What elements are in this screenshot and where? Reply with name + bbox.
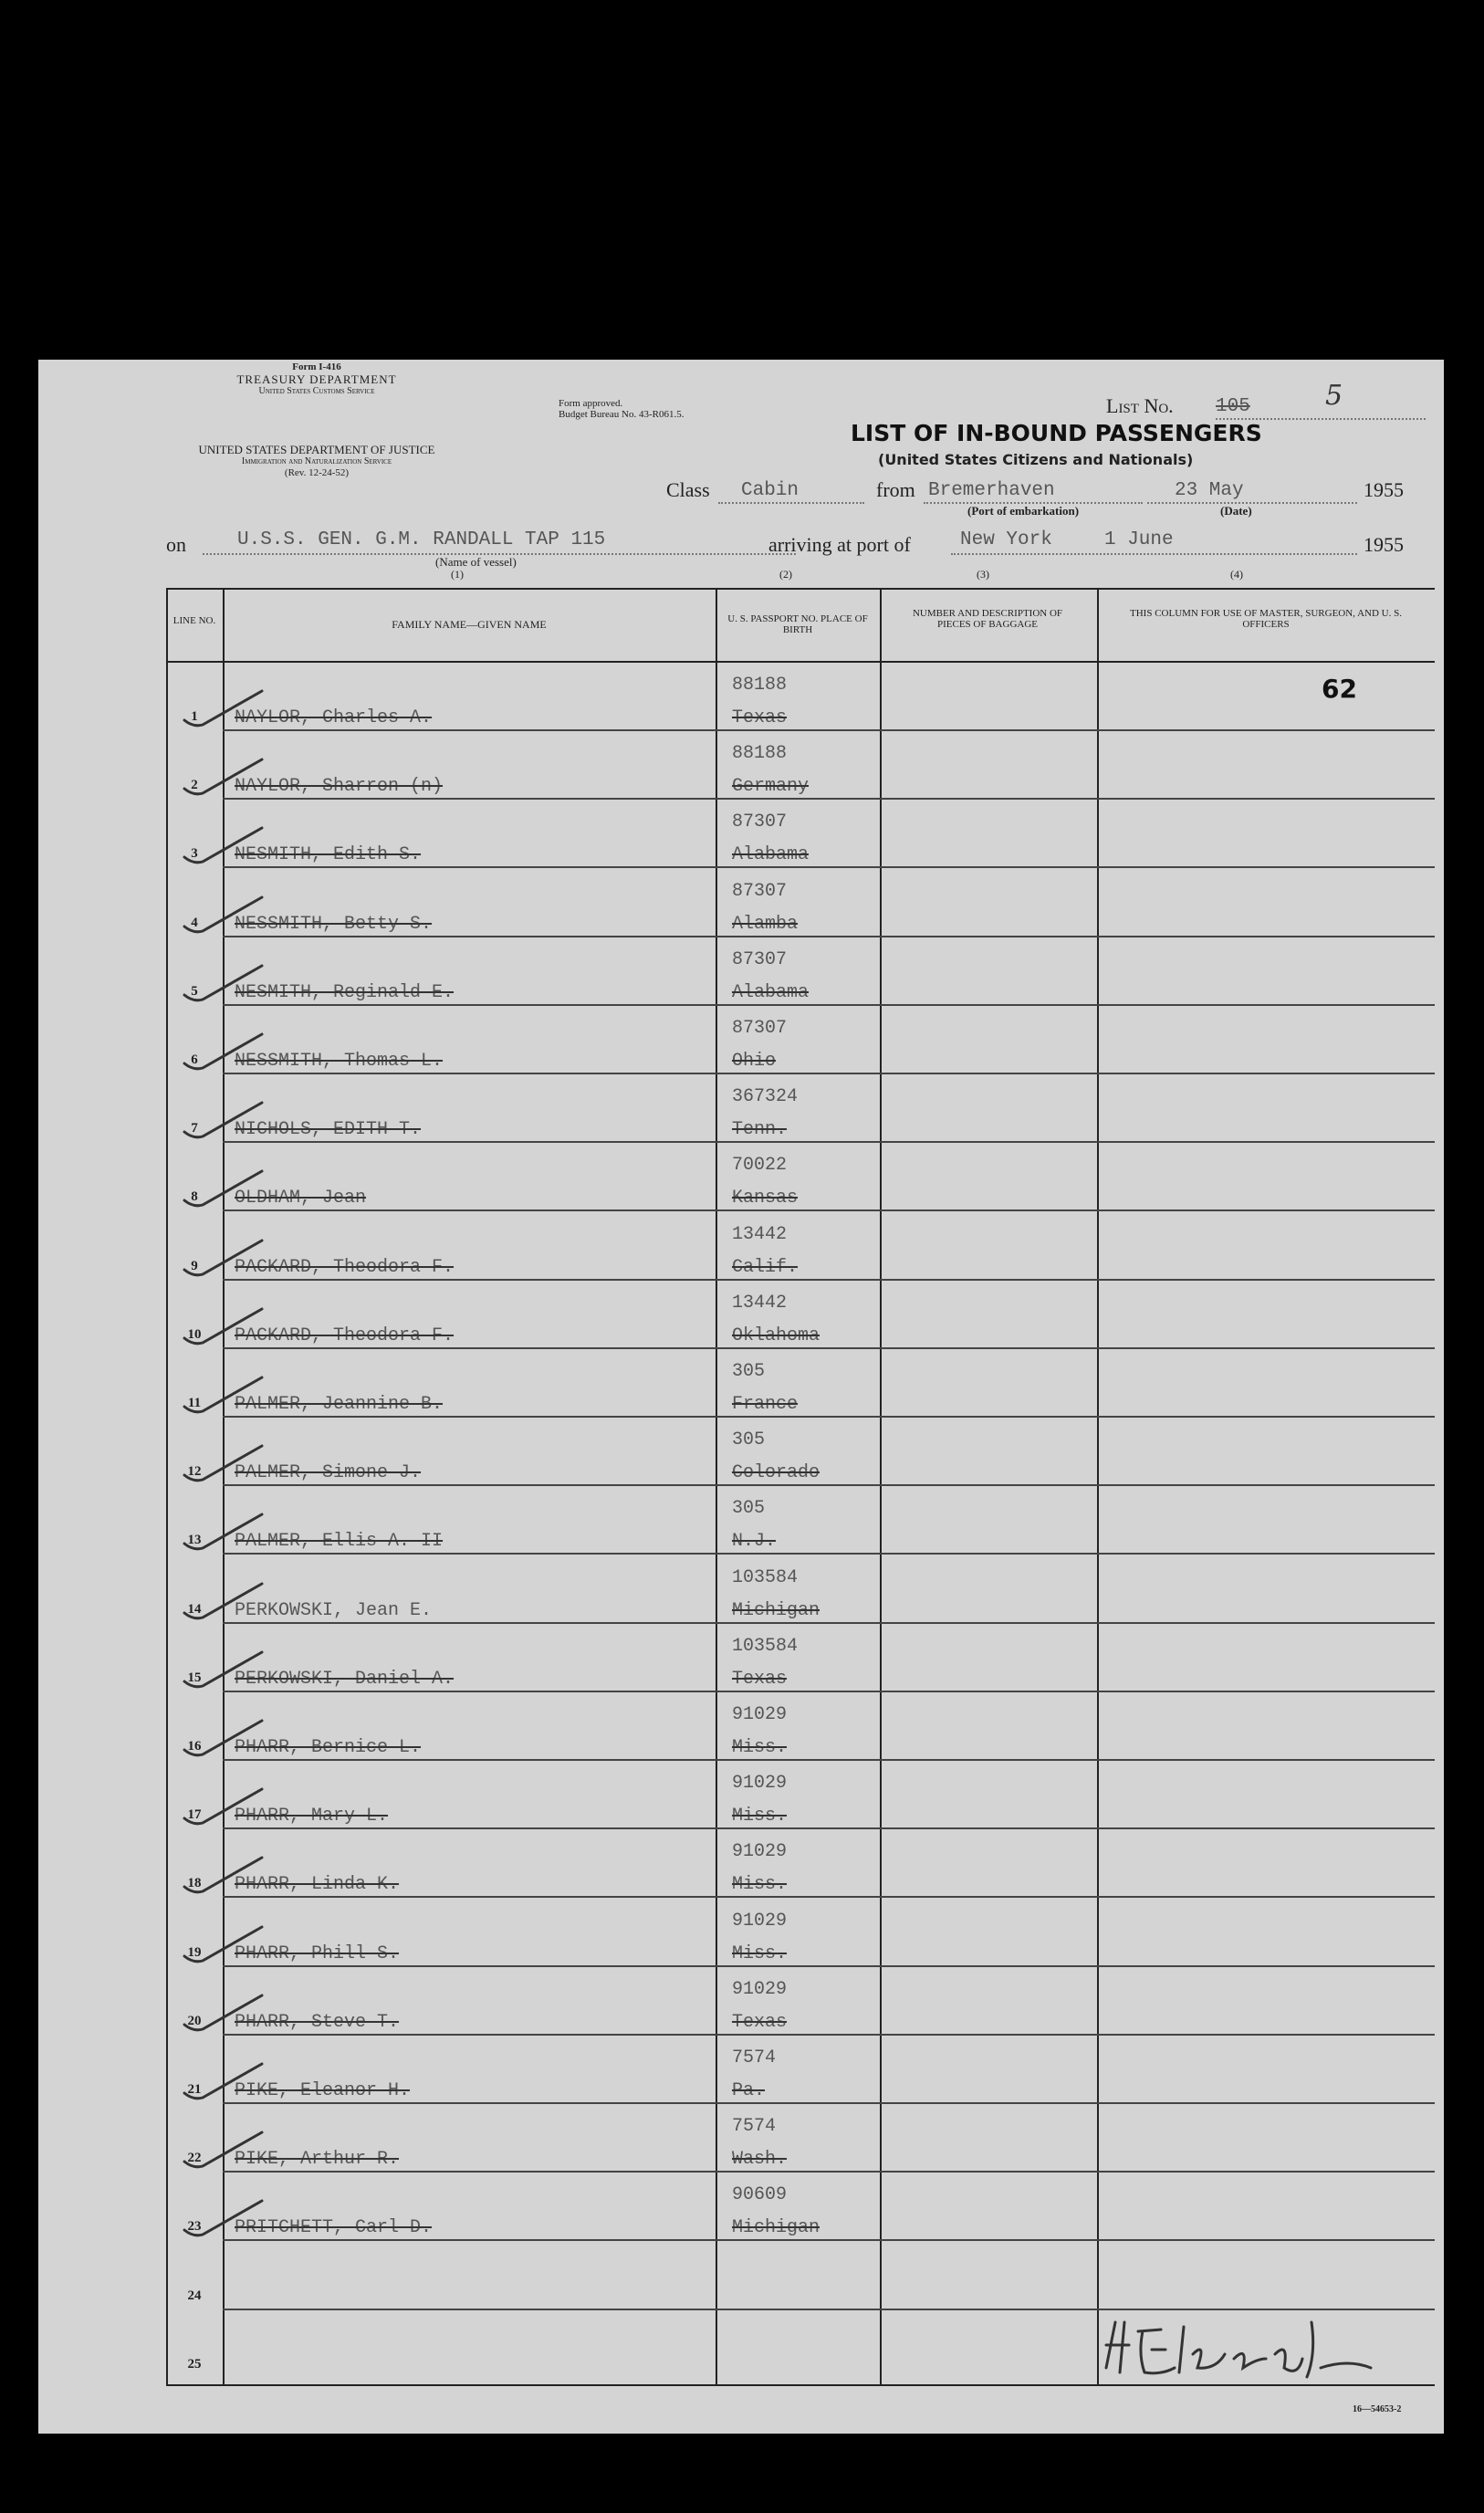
passenger-name: PHARR, Mary L.	[235, 1806, 389, 1827]
place-of-birth: Kansas	[732, 1188, 799, 1209]
caption-4: (4)	[1230, 568, 1243, 581]
check-mark-icon	[175, 1233, 276, 1288]
row-rule	[223, 1347, 1435, 1349]
row-rule	[223, 729, 1435, 731]
form-subtitle: (United States Citizens and Nationals)	[878, 451, 1194, 468]
check-mark-icon	[175, 1782, 276, 1837]
passenger-name: NESSMITH, Betty S.	[235, 913, 433, 935]
passport-number: 88188	[732, 743, 788, 765]
approval-text: Form approved.	[559, 398, 623, 409]
place-of-birth: Alabama	[732, 981, 810, 1003]
place-of-birth: Wash.	[732, 2149, 788, 2171]
line-number: 6	[191, 1052, 198, 1067]
passenger-name: PHARR, Linda K.	[235, 1874, 400, 1896]
vessel-caption: (Name of vessel)	[435, 555, 517, 569]
passenger-name: PALMER, Jeannine B.	[235, 1394, 444, 1415]
passenger-name: NESMITH, Reginald E.	[235, 981, 455, 1003]
place-of-birth: Germany	[732, 776, 810, 798]
passenger-name: NICHOLS, EDITH T.	[235, 1119, 422, 1141]
check-mark-icon	[175, 1645, 276, 1700]
col-divider-baggage	[1097, 588, 1099, 2386]
port-caption: (Port of embarkation)	[967, 504, 1080, 518]
row-rule	[223, 1416, 1435, 1418]
place-of-birth: N.J.	[732, 1531, 777, 1553]
arriving-label: arriving at port of	[768, 533, 911, 556]
row-rule	[223, 866, 1435, 868]
line-number: 2	[191, 778, 198, 793]
row-rule	[223, 1827, 1435, 1829]
place-of-birth: Michigan	[732, 2217, 820, 2239]
row-rule	[223, 1896, 1435, 1898]
col-officers-header: THIS COLUMN FOR USE OF MASTER, SURGEON, AND U. S. OFFICERS	[1130, 608, 1402, 630]
passenger-name: NESMITH, Edith S.	[235, 844, 422, 866]
line-number: 19	[187, 1944, 202, 1960]
row-rule	[223, 798, 1435, 800]
passenger-name: PRITCHETT, Carl D.	[235, 2217, 433, 2239]
passport-number: 87307	[732, 811, 788, 833]
line-number: 11	[187, 1396, 202, 1410]
row-rule	[223, 1553, 1435, 1555]
check-mark-icon	[175, 1095, 276, 1150]
passport-number: 305	[732, 1498, 766, 1520]
line-number: 4	[191, 915, 198, 930]
passport-number: 91029	[732, 1841, 788, 1863]
place-of-birth: Texas	[732, 1668, 788, 1690]
line-number: 25	[187, 2356, 202, 2372]
list-no-struck: 105	[1216, 396, 1250, 417]
check-mark-icon	[175, 752, 276, 807]
passport-number: 367324	[732, 1086, 799, 1108]
row-rule	[223, 1759, 1435, 1761]
from-value: Bremerhaven	[928, 480, 1055, 501]
passport-number: 90609	[732, 2184, 788, 2206]
place-of-birth: Oklahoma	[732, 1325, 820, 1346]
place-of-birth: Pa.	[732, 2080, 766, 2101]
passenger-name: PALMER, Ellis A. II	[235, 1531, 444, 1553]
department: TREASURY DEPARTMENT	[236, 372, 397, 386]
on-label: on	[166, 533, 186, 556]
passenger-name: NAYLOR, Sharron (n)	[235, 776, 444, 798]
check-mark-icon	[175, 1988, 276, 2043]
check-mark-icon	[175, 1302, 276, 1356]
caption-1: (1)	[451, 568, 464, 581]
form-number: Form I-416	[292, 361, 341, 372]
passport-number: 87307	[732, 880, 788, 902]
passenger-name: PHARR, Steve T.	[235, 2011, 400, 2033]
row-rule	[223, 2034, 1435, 2036]
header-justice	[157, 444, 476, 479]
place-of-birth: Colorado	[732, 1462, 820, 1484]
form-sheet	[38, 360, 1444, 2434]
place-of-birth: Tenn.	[732, 1119, 788, 1141]
arrival-line	[951, 553, 1357, 555]
place-of-birth: Miss.	[732, 1737, 788, 1758]
depart-date: 23 May	[1175, 480, 1244, 501]
line-number: 16	[187, 1739, 202, 1754]
form-title: LIST OF IN-BOUND PASSENGERS	[851, 420, 1262, 446]
arrival-port: New York	[960, 529, 1052, 550]
caption-2: (2)	[779, 568, 792, 581]
check-mark-icon	[175, 890, 276, 945]
passenger-name: PERKOWSKI, Jean E.	[235, 1599, 433, 1621]
place-of-birth: Alabama	[732, 844, 810, 866]
line-number: 8	[191, 1189, 198, 1205]
header-left	[184, 361, 449, 397]
check-mark-icon	[175, 2057, 276, 2111]
approval-note	[559, 398, 684, 420]
col-name-header: FAMILY NAME—GIVEN NAME	[392, 618, 547, 631]
depart-date-line	[1147, 502, 1357, 504]
passport-number: 91029	[732, 1704, 788, 1725]
passenger-name: PACKARD, Theodora F.	[235, 1325, 455, 1346]
col-divider-passport	[880, 588, 882, 2386]
class-value: Cabin	[741, 480, 799, 501]
list-no-value: 5	[1325, 380, 1343, 412]
line-number: 22	[187, 2151, 202, 2166]
passport-number: 7574	[732, 2047, 777, 2068]
place-of-birth: Texas	[732, 707, 788, 728]
place-of-birth: Ohio	[732, 1051, 777, 1072]
passenger-name: PACKARD, Theodora F.	[235, 1256, 455, 1278]
passenger-name: PHARR, Phill S.	[235, 1942, 400, 1964]
row-rule	[223, 1691, 1435, 1692]
line-number: 7	[191, 1121, 198, 1136]
row-rule	[223, 1279, 1435, 1281]
passport-number: 7574	[732, 2116, 777, 2138]
line-number: 21	[187, 2082, 202, 2097]
passenger-name: PIKE, Eleanor H.	[235, 2080, 411, 2101]
place-of-birth: Miss.	[732, 1874, 788, 1896]
line-number: 3	[191, 846, 198, 862]
justice-dept: UNITED STATES DEPARTMENT OF JUSTICE	[198, 443, 435, 456]
passport-number: 91029	[732, 1910, 788, 1932]
line-number: 18	[187, 1876, 202, 1891]
revision: (Rev. 12-24-52)	[284, 467, 350, 478]
row-rule	[223, 1965, 1435, 1967]
place-of-birth: Texas	[732, 2011, 788, 2033]
row-rule	[223, 2171, 1435, 2173]
check-mark-icon	[175, 1370, 276, 1425]
line-number: 20	[187, 2013, 202, 2028]
passport-number: 91029	[732, 1773, 788, 1795]
passenger-name: PALMER, Simone J.	[235, 1462, 422, 1484]
row-rule	[223, 2239, 1435, 2241]
line-number: 12	[187, 1464, 202, 1480]
check-mark-icon	[175, 1713, 276, 1768]
arrival-date: 1 June	[1104, 529, 1174, 550]
line-number: 15	[187, 1670, 202, 1685]
passport-number: 305	[732, 1361, 766, 1382]
class-label: Class	[666, 478, 710, 501]
passport-number: 13442	[732, 1292, 788, 1314]
from-label: from	[876, 478, 915, 501]
line-number: 13	[187, 1533, 202, 1548]
check-mark-icon	[175, 1850, 276, 1905]
check-mark-icon	[175, 1576, 276, 1631]
row-rule	[223, 936, 1435, 937]
passport-number: 103584	[732, 1635, 799, 1657]
place-of-birth: Calif.	[732, 1256, 799, 1278]
place-of-birth: Alamba	[732, 913, 799, 935]
line-number: 5	[191, 983, 198, 999]
row-rule	[223, 1141, 1435, 1143]
caption-3: (3)	[977, 568, 989, 581]
date-caption: (Date)	[1220, 504, 1252, 518]
table-header-border	[166, 661, 1435, 663]
line-number: 17	[187, 1807, 202, 1823]
officer-signature	[1088, 2304, 1435, 2386]
line-number: 14	[187, 1601, 202, 1617]
line-number: 23	[187, 2219, 202, 2235]
passport-number: 87307	[732, 1018, 788, 1039]
passenger-name: PHARR, Bernice L.	[235, 1737, 422, 1758]
passport-number: 13442	[732, 1223, 788, 1245]
list-no-label: List No.	[1106, 394, 1174, 417]
row-rule	[223, 1209, 1435, 1211]
check-mark-icon	[175, 821, 276, 875]
passport-number: 103584	[732, 1566, 799, 1588]
passenger-name: NESSMITH, Thomas L.	[235, 1051, 444, 1072]
customs-service: United States Customs Service	[258, 386, 375, 396]
passport-number: 91029	[732, 1978, 788, 2000]
check-mark-icon	[175, 2125, 276, 2180]
officer-mark: 62	[1322, 674, 1357, 704]
place-of-birth: Miss.	[732, 1806, 788, 1827]
line-number: 1	[191, 709, 198, 724]
passenger-name: OLDHAM, Jean	[235, 1188, 367, 1209]
class-line	[718, 502, 864, 504]
line-number: 9	[191, 1258, 198, 1273]
passport-number: 87307	[732, 948, 788, 970]
footer-code: 16—54653-2	[1353, 2404, 1402, 2414]
row-rule	[223, 2102, 1435, 2104]
check-mark-icon	[175, 1507, 276, 1562]
check-mark-icon	[175, 958, 276, 1013]
row-rule	[223, 1484, 1435, 1486]
budget-text: Budget Bureau No. 43-R061.5.	[559, 409, 685, 420]
check-mark-icon	[175, 1164, 276, 1219]
line-number: 10	[187, 1326, 202, 1342]
vessel-value: U.S.S. GEN. G.M. RANDALL TAP 115	[237, 529, 606, 550]
arrival-year: 1955	[1364, 533, 1404, 556]
check-mark-icon	[175, 1439, 276, 1493]
col-passport-header: U. S. PASSPORT NO. PLACE OF BIRTH	[727, 613, 868, 635]
passenger-name: PERKOWSKI, Daniel A.	[235, 1668, 455, 1690]
col-divider-name	[716, 588, 717, 2386]
passport-number: 88188	[732, 675, 788, 696]
check-mark-icon	[175, 684, 276, 738]
place-of-birth: Michigan	[732, 1599, 820, 1621]
check-mark-icon	[175, 1920, 276, 1974]
col-baggage-header: NUMBER AND DESCRIPTION OF PIECES OF BAGGAGE	[912, 608, 1063, 630]
line-number: 24	[187, 2288, 202, 2303]
row-rule	[223, 1622, 1435, 1624]
place-of-birth: Miss.	[732, 1942, 788, 1964]
row-rule	[223, 1073, 1435, 1074]
col-line-header: LINE NO.	[172, 615, 216, 626]
row-rule	[223, 1004, 1435, 1006]
check-mark-icon	[175, 2194, 276, 2248]
ins-service: Immigration and Naturalization Service	[241, 456, 392, 466]
passport-number: 305	[732, 1429, 766, 1451]
depart-year: 1955	[1364, 478, 1404, 501]
check-mark-icon	[175, 1027, 276, 1082]
table-top-border	[166, 588, 1435, 590]
passenger-name: NAYLOR, Charles A.	[235, 707, 433, 728]
passport-number: 70022	[732, 1155, 788, 1177]
passenger-name: PIKE, Arthur R.	[235, 2149, 400, 2171]
place-of-birth: France	[732, 1394, 799, 1415]
